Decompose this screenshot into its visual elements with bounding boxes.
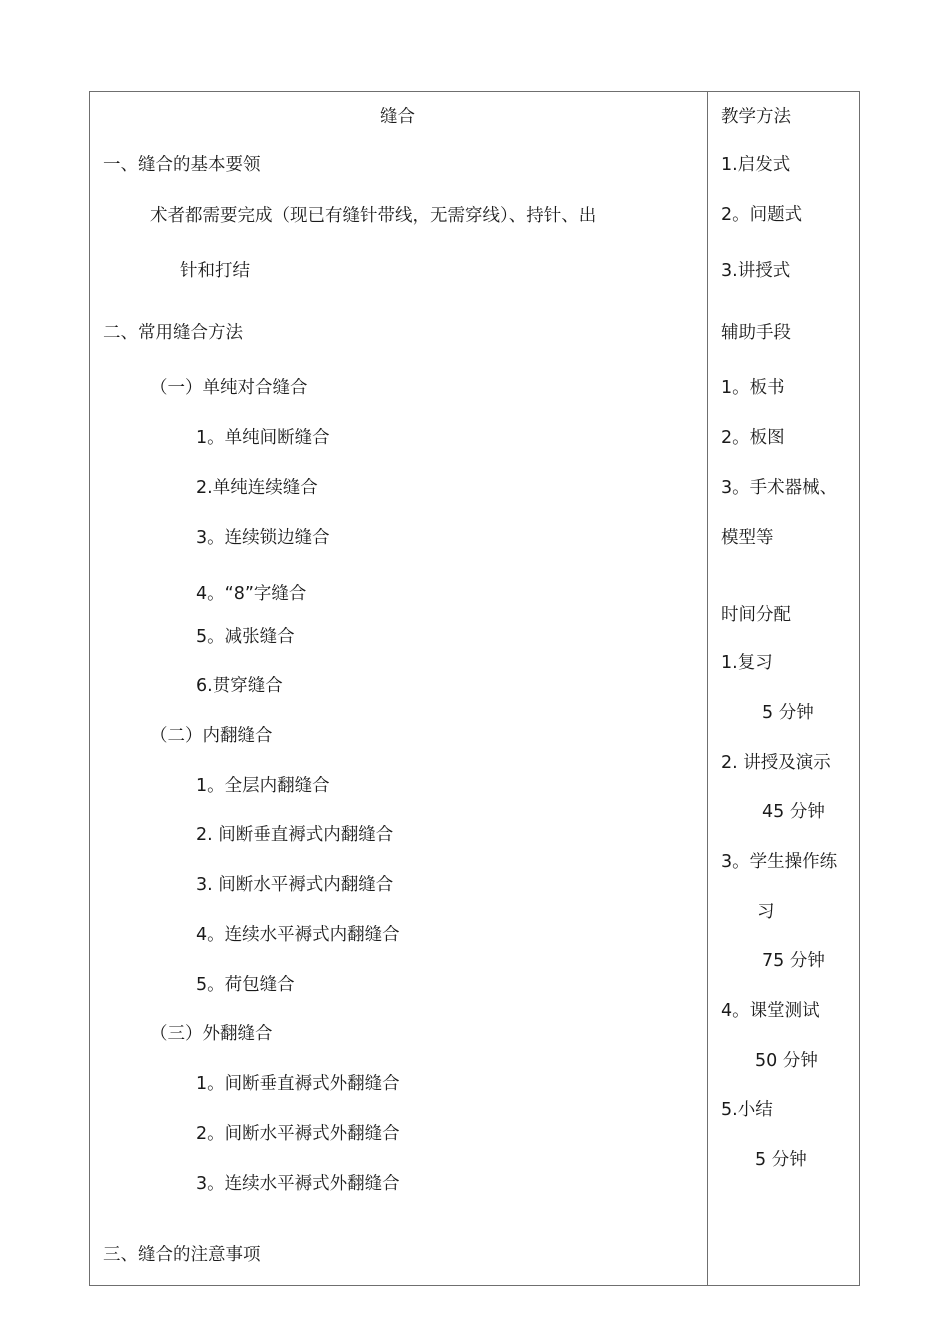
time-item: 5.小结 bbox=[721, 1100, 773, 1120]
method-item: 2。问题式 bbox=[721, 205, 803, 225]
aid-item: 1。板书 bbox=[721, 378, 785, 398]
list-item: 1。单纯间断缝合 bbox=[196, 428, 330, 448]
subsection-1-heading: （一）单纯对合缝合 bbox=[150, 378, 308, 398]
time-item-continuation: 习 bbox=[757, 902, 775, 922]
list-item: 2. 间断垂直褥式内翻缝合 bbox=[196, 825, 394, 845]
list-item: 4。连续水平褥式内翻缝合 bbox=[196, 925, 400, 945]
teaching-methods-heading: 教学方法 bbox=[721, 107, 791, 127]
list-item: 3。连续水平褥式外翻缝合 bbox=[196, 1174, 400, 1194]
list-item: 2.单纯连续缝合 bbox=[196, 478, 318, 498]
list-item: 5。减张缝合 bbox=[196, 627, 295, 647]
list-item: 3。连续锁边缝合 bbox=[196, 528, 330, 548]
subsection-2-heading: （二）内翻缝合 bbox=[150, 726, 273, 746]
section-1-text-line-2: 针和打结 bbox=[180, 261, 250, 281]
list-item: 3. 间断水平褥式内翻缝合 bbox=[196, 875, 394, 895]
teaching-aids-heading: 辅助手段 bbox=[721, 323, 791, 343]
list-item: 6.贯穿缝合 bbox=[196, 676, 283, 696]
time-item: 1.复习 bbox=[721, 653, 773, 673]
list-item: 1。全层内翻缝合 bbox=[196, 776, 330, 796]
list-item: 2。间断水平褥式外翻缝合 bbox=[196, 1124, 400, 1144]
time-duration: 45 分钟 bbox=[762, 802, 825, 822]
method-item: 1.启发式 bbox=[721, 155, 791, 175]
aid-item: 2。板图 bbox=[721, 428, 785, 448]
list-item: 5。荷包缝合 bbox=[196, 975, 295, 995]
time-item: 2. 讲授及演示 bbox=[721, 753, 831, 773]
subsection-3-heading: （三）外翻缝合 bbox=[150, 1024, 273, 1044]
aid-item: 模型等 bbox=[721, 528, 774, 548]
time-item: 4。课堂测试 bbox=[721, 1001, 820, 1021]
aid-item: 3。手术器械、 bbox=[721, 478, 838, 498]
method-item: 3.讲授式 bbox=[721, 261, 791, 281]
time-item: 3。学生操作练 bbox=[721, 852, 838, 872]
section-2-heading: 二、常用缝合方法 bbox=[103, 323, 243, 343]
section-3-heading: 三、缝合的注意事项 bbox=[103, 1245, 261, 1265]
section-1-heading: 一、缝合的基本要领 bbox=[103, 155, 261, 175]
time-allocation-heading: 时间分配 bbox=[721, 605, 791, 625]
section-1-text-line-1: 术者都需要完成（现已有缝针带线，无需穿线）、持针、出 bbox=[150, 206, 597, 226]
time-duration: 5 分钟 bbox=[762, 703, 814, 723]
time-duration: 5 分钟 bbox=[755, 1150, 807, 1170]
list-item: 1。间断垂直褥式外翻缝合 bbox=[196, 1074, 400, 1094]
column-divider bbox=[707, 91, 708, 1286]
page-title: 缝合 bbox=[380, 107, 415, 127]
time-duration: 75 分钟 bbox=[762, 951, 825, 971]
time-duration: 50 分钟 bbox=[755, 1051, 818, 1071]
list-item: 4。“8”字缝合 bbox=[196, 584, 307, 604]
